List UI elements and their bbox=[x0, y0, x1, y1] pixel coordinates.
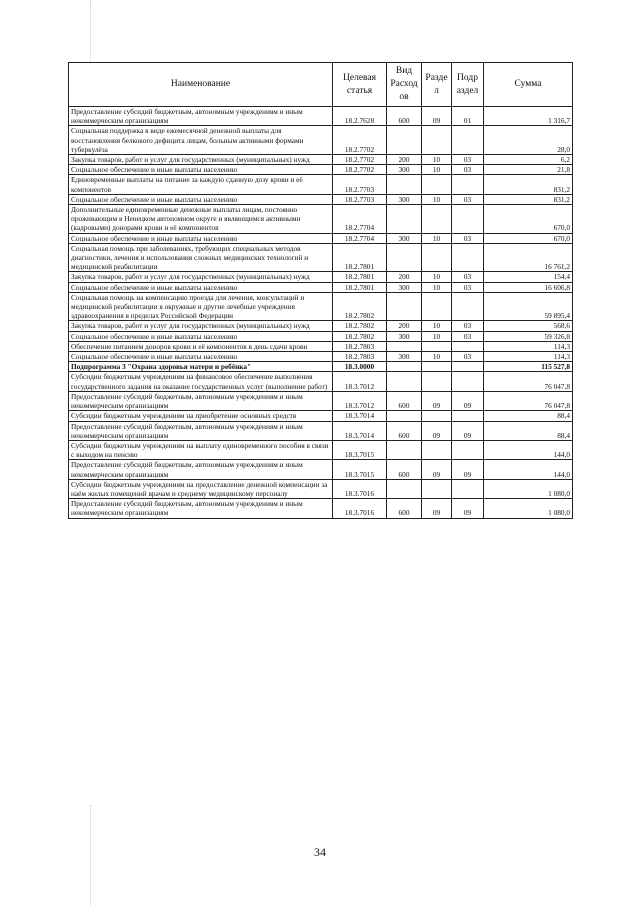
cell-target-article: 18.3.7016 bbox=[333, 499, 387, 518]
cell-expense-type: 600 bbox=[387, 107, 422, 126]
cell-sum: 6,2 bbox=[484, 155, 573, 165]
table-row bbox=[69, 391, 573, 410]
cell-target-article: 18.3.7012 bbox=[333, 391, 387, 410]
cell-name: Социальное обеспечение и иные выплаты населению bbox=[69, 165, 333, 175]
table-row bbox=[69, 372, 573, 391]
cell-target-article: 18.3.7015 bbox=[333, 440, 387, 459]
cell-sum: 831,2 bbox=[484, 175, 573, 194]
cell-subsection bbox=[452, 372, 484, 391]
cell-expense-type: 300 bbox=[387, 331, 422, 341]
cell-target-article: 18.3.7014 bbox=[333, 411, 387, 421]
cell-subsection: 03 bbox=[452, 233, 484, 243]
cell-name: Социальная помощь при заболеваниях, требующих специальных методов диагностики, лечения и использования сложных медицинских технологий и медицинской реабилитации bbox=[69, 243, 333, 272]
cell-subsection: 09 bbox=[452, 460, 484, 479]
cell-subsection bbox=[452, 362, 484, 372]
cell-target-article: 18.2.7703 bbox=[333, 175, 387, 194]
cell-expense-type bbox=[387, 341, 422, 351]
table-row bbox=[69, 282, 573, 292]
cell-sum: 88,4 bbox=[484, 421, 573, 440]
cell-expense-type: 300 bbox=[387, 282, 422, 292]
cell-section: 10 bbox=[422, 194, 452, 204]
header-target-article: Целевая статья bbox=[333, 63, 387, 107]
table-row bbox=[69, 321, 573, 331]
cell-target-article: 18.2.7704 bbox=[333, 205, 387, 234]
cell-name: Субсидии бюджетным учреждениям на финансовое обеспечение выполнения государственного задания на оказание государственных услуг (выполнение работ) bbox=[69, 372, 333, 391]
scan-margin-mark bbox=[90, 0, 92, 62]
cell-section: 10 bbox=[422, 155, 452, 165]
cell-subsection: 03 bbox=[452, 282, 484, 292]
cell-subsection bbox=[452, 205, 484, 234]
cell-name: Предоставление субсидий бюджетным, автономным учреждениям и иным некоммерческим организациям bbox=[69, 421, 333, 440]
header-subsection: Подр аздел bbox=[452, 63, 484, 107]
cell-target-article: 18.2.7802 bbox=[333, 331, 387, 341]
cell-expense-type: 600 bbox=[387, 499, 422, 518]
table-row bbox=[69, 126, 573, 155]
cell-section: 09 bbox=[422, 499, 452, 518]
table-row bbox=[69, 194, 573, 204]
table-row bbox=[69, 272, 573, 282]
cell-sum: 568,6 bbox=[484, 321, 573, 331]
cell-section bbox=[422, 243, 452, 272]
cell-target-article: 18.3.0000 bbox=[333, 362, 387, 372]
cell-expense-type bbox=[387, 372, 422, 391]
table-row bbox=[69, 107, 573, 126]
cell-section bbox=[422, 479, 452, 498]
cell-sum: 115 527,8 bbox=[484, 362, 573, 372]
cell-section: 09 bbox=[422, 107, 452, 126]
cell-expense-type: 600 bbox=[387, 391, 422, 410]
table-row bbox=[69, 243, 573, 272]
cell-sum: 16 761,2 bbox=[484, 243, 573, 272]
cell-section: 10 bbox=[422, 272, 452, 282]
cell-section: 09 bbox=[422, 421, 452, 440]
cell-section: 10 bbox=[422, 233, 452, 243]
cell-name: Субсидии бюджетным учреждениям на приобретение основных средств bbox=[69, 411, 333, 421]
cell-section bbox=[422, 205, 452, 234]
cell-section bbox=[422, 126, 452, 155]
cell-subsection bbox=[452, 479, 484, 498]
cell-sum: 670,0 bbox=[484, 233, 573, 243]
cell-subsection bbox=[452, 411, 484, 421]
cell-sum: 144,0 bbox=[484, 460, 573, 479]
cell-expense-type bbox=[387, 243, 422, 272]
cell-sum: 59 326,8 bbox=[484, 331, 573, 341]
cell-subsection: 09 bbox=[452, 391, 484, 410]
header-sum: Сумма bbox=[484, 63, 573, 107]
cell-target-article: 18.3.7016 bbox=[333, 479, 387, 498]
cell-section bbox=[422, 292, 452, 321]
cell-section bbox=[422, 175, 452, 194]
table-row bbox=[69, 292, 573, 321]
cell-expense-type: 600 bbox=[387, 460, 422, 479]
cell-subsection bbox=[452, 440, 484, 459]
cell-sum: 114,3 bbox=[484, 352, 573, 362]
cell-target-article: 18.2.7702 bbox=[333, 165, 387, 175]
cell-sum: 16 606,8 bbox=[484, 282, 573, 292]
cell-name: Единовременные выплаты на питание за каждую сданную дозу крови и её компонентов bbox=[69, 175, 333, 194]
cell-expense-type bbox=[387, 440, 422, 459]
cell-target-article: 18.3.7015 bbox=[333, 460, 387, 479]
table-row bbox=[69, 205, 573, 234]
table-row bbox=[69, 421, 573, 440]
cell-target-article: 18.2.7802 bbox=[333, 321, 387, 331]
cell-sum: 76 047,8 bbox=[484, 372, 573, 391]
cell-section: 10 bbox=[422, 165, 452, 175]
cell-section: 09 bbox=[422, 391, 452, 410]
table-row bbox=[69, 411, 573, 421]
cell-sum: 144,0 bbox=[484, 440, 573, 459]
cell-section bbox=[422, 362, 452, 372]
cell-sum: 1 316,7 bbox=[484, 107, 573, 126]
cell-expense-type: 200 bbox=[387, 321, 422, 331]
cell-section: 10 bbox=[422, 282, 452, 292]
cell-target-article: 18.2.7704 bbox=[333, 233, 387, 243]
table-row bbox=[69, 499, 573, 518]
cell-expense-type bbox=[387, 362, 422, 372]
header-name: Наименование bbox=[69, 63, 333, 107]
table-row bbox=[69, 352, 573, 362]
cell-subsection bbox=[452, 292, 484, 321]
cell-target-article: 18.2.7803 bbox=[333, 352, 387, 362]
cell-subsection bbox=[452, 126, 484, 155]
cell-name: Обеспечение питанием доноров крови и её компонентов в день сдачи крови bbox=[69, 341, 333, 351]
cell-name: Социальное обеспечение и иные выплаты населению bbox=[69, 331, 333, 341]
cell-sum: 831,2 bbox=[484, 194, 573, 204]
cell-name: Социальное обеспечение и иные выплаты населению bbox=[69, 352, 333, 362]
cell-name: Социальная поддержка в виде ежемесячной денежной выплаты для восстановления белкового дефицита лицам, больным активными формами туберкулёза bbox=[69, 126, 333, 155]
table-header-row bbox=[69, 63, 573, 107]
cell-expense-type: 300 bbox=[387, 165, 422, 175]
cell-sum: 88,4 bbox=[484, 411, 573, 421]
cell-expense-type bbox=[387, 479, 422, 498]
table-row bbox=[69, 362, 573, 372]
cell-subsection: 03 bbox=[452, 331, 484, 341]
cell-sum: 114,3 bbox=[484, 341, 573, 351]
cell-target-article: 18.3.7012 bbox=[333, 372, 387, 391]
cell-expense-type bbox=[387, 126, 422, 155]
cell-subsection: 09 bbox=[452, 421, 484, 440]
cell-section bbox=[422, 440, 452, 459]
cell-expense-type: 200 bbox=[387, 155, 422, 165]
cell-subsection: 03 bbox=[452, 352, 484, 362]
cell-expense-type: 600 bbox=[387, 421, 422, 440]
cell-sum: 154,4 bbox=[484, 272, 573, 282]
cell-subsection: 09 bbox=[452, 499, 484, 518]
cell-target-article: 18.2.7702 bbox=[333, 155, 387, 165]
table-row bbox=[69, 341, 573, 351]
cell-target-article: 18.2.7801 bbox=[333, 243, 387, 272]
cell-name: Субсидии бюджетным учреждениям на выплату единовременного пособия в связи с выходом на пенсию bbox=[69, 440, 333, 459]
table-row bbox=[69, 155, 573, 165]
cell-section: 10 bbox=[422, 331, 452, 341]
cell-subsection bbox=[452, 175, 484, 194]
cell-section: 10 bbox=[422, 352, 452, 362]
cell-name: Социальное обеспечение и иные выплаты населению bbox=[69, 233, 333, 243]
cell-subsection: 03 bbox=[452, 155, 484, 165]
cell-name: Социальное обеспечение и иные выплаты населению bbox=[69, 194, 333, 204]
cell-name: Предоставление субсидий бюджетным, автономным учреждениям и иным некоммерческим организациям bbox=[69, 107, 333, 126]
header-expense-type: Вид Расход ов bbox=[387, 63, 422, 107]
cell-sum: 1 080,0 bbox=[484, 499, 573, 518]
cell-subsection bbox=[452, 341, 484, 351]
cell-section bbox=[422, 341, 452, 351]
cell-subsection: 03 bbox=[452, 272, 484, 282]
cell-name: Социальное обеспечение и иные выплаты населению bbox=[69, 282, 333, 292]
cell-target-article: 18.2.7702 bbox=[333, 126, 387, 155]
cell-target-article: 18.3.7014 bbox=[333, 421, 387, 440]
cell-sum: 670,0 bbox=[484, 205, 573, 234]
cell-name: Социальная помощь на компенсацию проезда для лечения, консультаций и медицинской реабилитации в окружные и другие лечебные учреждения здравоохранения в пределах Российской Федерации bbox=[69, 292, 333, 321]
cell-name: Предоставление субсидий бюджетным, автономным учреждениям и иным некоммерческим организациям bbox=[69, 460, 333, 479]
cell-target-article: 18.2.7628 bbox=[333, 107, 387, 126]
cell-section bbox=[422, 411, 452, 421]
table-row bbox=[69, 175, 573, 194]
table-row bbox=[69, 460, 573, 479]
cell-name: Закупка товаров, работ и услуг для государственных (муниципальных) нужд bbox=[69, 272, 333, 282]
cell-target-article: 18.2.7703 bbox=[333, 194, 387, 204]
budget-table bbox=[68, 62, 573, 519]
cell-target-article: 18.2.7802 bbox=[333, 292, 387, 321]
cell-target-article: 18.2.7801 bbox=[333, 272, 387, 282]
cell-sum: 76 047,8 bbox=[484, 391, 573, 410]
header-section: Разде л bbox=[422, 63, 452, 107]
cell-subsection: 03 bbox=[452, 194, 484, 204]
cell-section bbox=[422, 372, 452, 391]
cell-sum: 1 080,0 bbox=[484, 479, 573, 498]
cell-name: Дополнительные единовременные денежные выплаты лицам, постоянно проживающим в Ненецком автономном округе и являющимся активными (кадровыми) донорами крови и её компонентов bbox=[69, 205, 333, 234]
cell-name: Подпрограмма 3 "Охрана здоровья матери и ребёнка" bbox=[69, 362, 333, 372]
table-row bbox=[69, 479, 573, 498]
table-row bbox=[69, 165, 573, 175]
table-row bbox=[69, 331, 573, 341]
cell-subsection: 03 bbox=[452, 321, 484, 331]
cell-expense-type bbox=[387, 411, 422, 421]
page-number: 34 bbox=[314, 845, 326, 859]
cell-sum: 28,0 bbox=[484, 126, 573, 155]
cell-expense-type bbox=[387, 292, 422, 321]
cell-name: Предоставление субсидий бюджетным, автономным учреждениям и иным некоммерческим организациям bbox=[69, 391, 333, 410]
cell-section: 10 bbox=[422, 321, 452, 331]
cell-name: Закупка товаров, работ и услуг для государственных (муниципальных) нужд bbox=[69, 155, 333, 165]
table-body bbox=[69, 107, 573, 519]
cell-expense-type: 300 bbox=[387, 352, 422, 362]
cell-name: Предоставление субсидий бюджетным, автономным учреждениям и иным некоммерческим организациям bbox=[69, 499, 333, 518]
cell-subsection: 01 bbox=[452, 107, 484, 126]
cell-expense-type: 300 bbox=[387, 194, 422, 204]
table-row bbox=[69, 233, 573, 243]
cell-expense-type: 300 bbox=[387, 233, 422, 243]
cell-name: Закупка товаров, работ и услуг для государственных (муниципальных) нужд bbox=[69, 321, 333, 331]
cell-sum: 59 895,4 bbox=[484, 292, 573, 321]
cell-expense-type: 200 bbox=[387, 272, 422, 282]
cell-expense-type bbox=[387, 175, 422, 194]
cell-sum: 21,8 bbox=[484, 165, 573, 175]
cell-target-article: 18.2.7803 bbox=[333, 341, 387, 351]
cell-section: 09 bbox=[422, 460, 452, 479]
cell-name: Субсидии бюджетным учреждениям на предоставление денежной компенсации за наём жилых помещений врачам и среднему медицинскому персоналу bbox=[69, 479, 333, 498]
cell-expense-type bbox=[387, 205, 422, 234]
cell-target-article: 18.2.7801 bbox=[333, 282, 387, 292]
cell-subsection bbox=[452, 243, 484, 272]
cell-subsection: 03 bbox=[452, 165, 484, 175]
table-row bbox=[69, 440, 573, 459]
